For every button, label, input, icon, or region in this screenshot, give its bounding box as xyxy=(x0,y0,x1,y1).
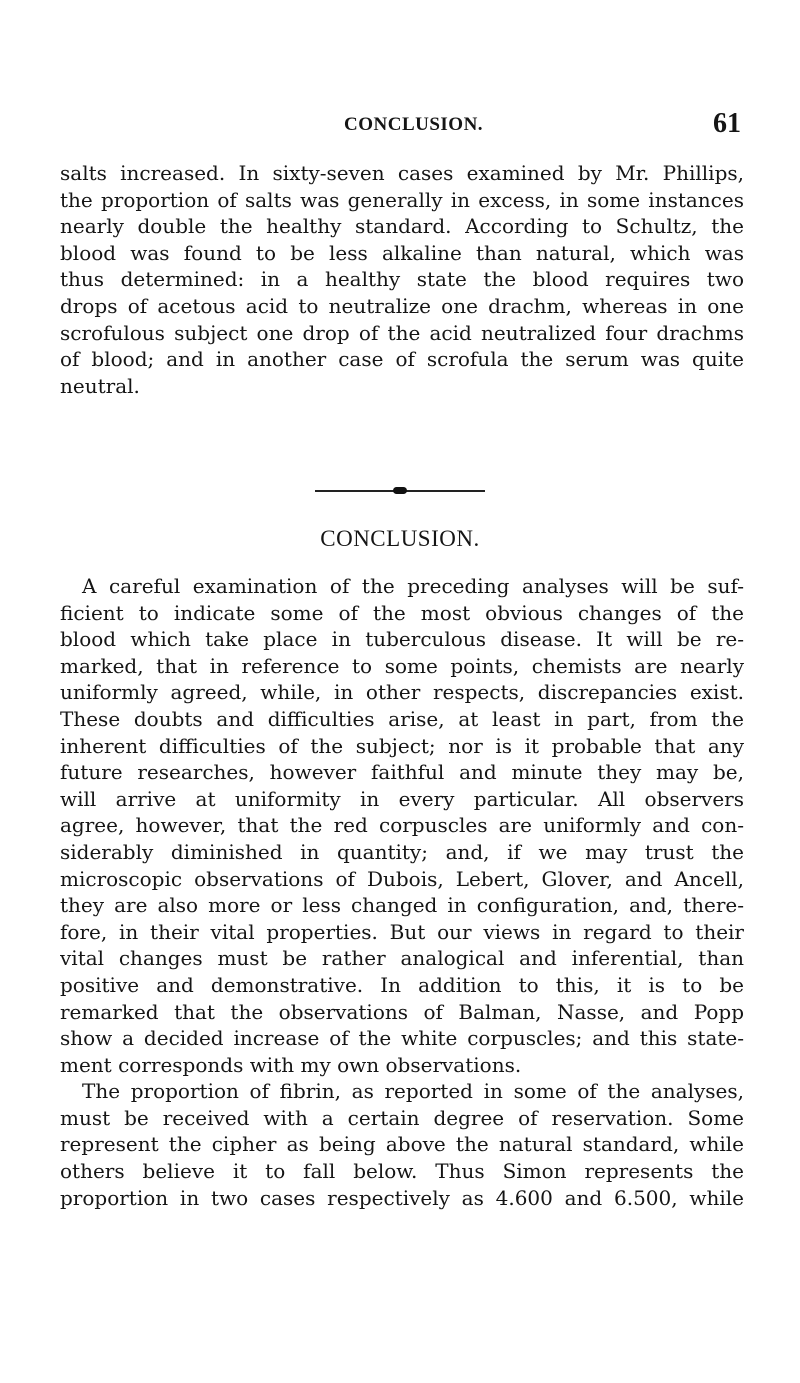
text-line: thus determined: in a healthy state the blood requires two xyxy=(60,267,744,292)
text-line: blood was found to be less alkaline than natural, which was xyxy=(60,240,744,265)
text-line: the proportion of salts was generally in excess, in some instances xyxy=(60,187,744,212)
text-line: inherent difficulties of the subject; nor is it probable that any xyxy=(60,733,744,758)
text-line: of blood; and in another case of scrofula the serum was quite xyxy=(60,347,744,372)
paragraph-salts xyxy=(60,160,744,399)
text-line: A careful examination of the preceding analyses will be suf- xyxy=(82,574,744,598)
text-line: ficient to indicate some of the most obvious changes of the xyxy=(60,600,744,625)
text-line: vital changes must be rather analogical and inferential, than xyxy=(60,946,744,971)
text-line: uniformly agreed, while, in other respects, discrepancies exist. xyxy=(60,680,744,705)
text-line: they are also more or less changed in configuration, and, there- xyxy=(60,893,744,918)
text-line: marked, that in reference to some points, chemists are nearly xyxy=(60,653,744,678)
page-header xyxy=(0,108,800,148)
text-line: drops of acetous acid to neutralize one drachm, whereas in one xyxy=(60,293,744,318)
paragraph-conclusion xyxy=(60,573,744,1211)
page-number: 61 xyxy=(713,108,741,139)
text-line: neutral. xyxy=(60,373,140,398)
text-line: will arrive at uniformity in every particular. All observers xyxy=(60,786,744,811)
text-line: The proportion of fibrin, as reported in some of the analyses, xyxy=(82,1079,744,1104)
text-line: remarked that the observations of Balman, Nasse, and Popp xyxy=(60,999,744,1024)
text-line: future researches, however faithful and minute they may be, xyxy=(60,760,744,785)
text-line: fore, in their vital properties. But our views in regard to their xyxy=(60,919,744,944)
running-title: CONCLUSION. xyxy=(344,114,484,135)
text-line: nearly double the healthy standard. According to Schultz, the xyxy=(60,214,744,239)
text-line: blood which take place in tuberculous disease. It will be re- xyxy=(60,627,744,652)
section-heading: CONCLUSION. xyxy=(320,526,480,551)
text-line: proportion in two cases respectively as 4.600 and 6.500, while xyxy=(60,1185,744,1210)
text-line: These doubts and difficulties arise, at least in part, from the xyxy=(60,706,744,731)
text-line: others believe it to fall below. Thus Simon represents the xyxy=(60,1159,744,1184)
divider-ornament xyxy=(393,487,407,494)
text-line: microscopic observations of Dubois, Lebert, Glover, and Ancell, xyxy=(60,866,744,891)
text-line: salts increased. In sixty-seven cases examined by Mr. Phillips, xyxy=(60,161,744,185)
text-line: siderably diminished in quantity; and, if we may trust the xyxy=(60,839,744,864)
text-line: agree, however, that the red corpuscles are uniformly and con- xyxy=(60,813,744,838)
text-line: scrofulous subject one drop of the acid neutralized four drachms xyxy=(60,320,744,345)
text-line: show a decided increase of the white corpuscles; and this state- xyxy=(60,1026,744,1051)
text-line: represent the cipher as being above the natural standard, while xyxy=(60,1132,744,1157)
text-line: ment corresponds with my own observations. xyxy=(60,1052,522,1077)
text-line: positive and demonstrative. In addition to this, it is to be xyxy=(60,972,744,997)
text-line: must be received with a certain degree of reservation. Some xyxy=(60,1105,744,1130)
